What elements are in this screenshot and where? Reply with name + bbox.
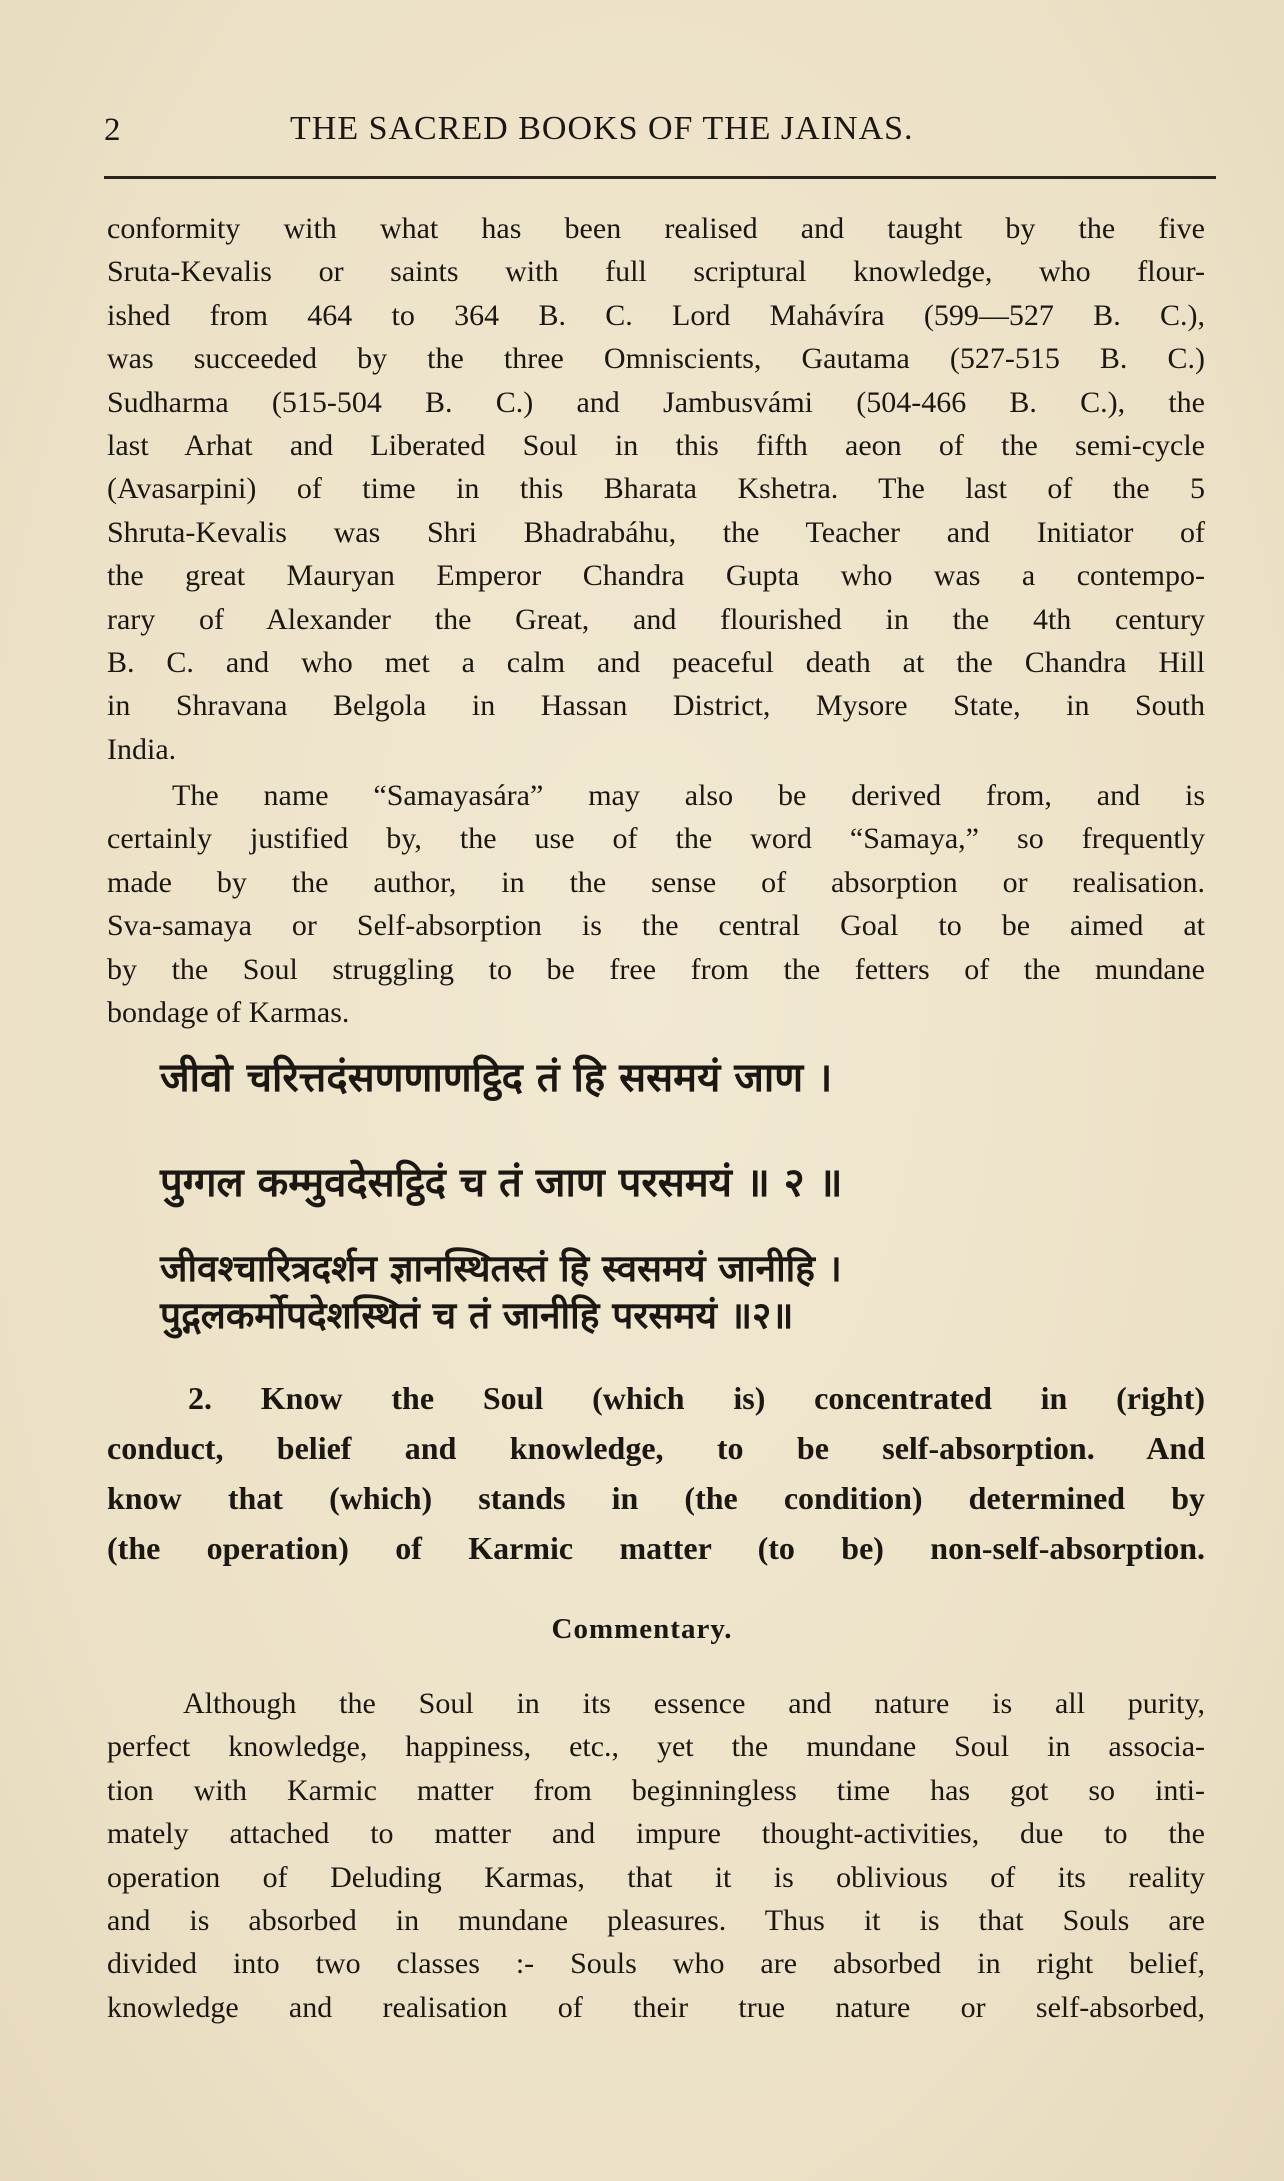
text-line: B. C. and who met a calm and peaceful death at the Chandra Hill: [107, 646, 1205, 679]
commentary-heading: Commentary.: [551, 1613, 733, 1645]
text-line: divided into two classes :- Souls who are absorbed in right belief,: [107, 1947, 1205, 1981]
text-line: certainly justified by, the use of the word “Samaya,” so frequently: [107, 822, 1205, 856]
text-line: ished from 464 to 364 B. C. Lord Mahávíra (599—527 B. C.),: [107, 298, 1205, 332]
text-line: (the operation) of Karmic matter (to be) non-self-absorption.: [107, 1530, 1205, 1566]
text-line: Sudharma (515-504 B. C.) and Jambusvámi (504-466 B. C.), the: [107, 385, 1205, 419]
text-line: perfect knowledge, happiness, etc., yet the mundane Soul in associa-: [107, 1730, 1205, 1764]
text-line: India.: [107, 732, 177, 766]
text-line: conformity with what has been realised and taught by the five: [107, 212, 1205, 245]
text-line: in Shravana Belgola in Hassan District, Mysore State, in South: [107, 689, 1205, 723]
text-line: Sva-samaya or Self-absorption is the central Goal to be aimed at: [107, 909, 1205, 943]
header-rule: [104, 176, 1216, 179]
text-line: and is absorbed in mundane pleasures. Thus it is that Souls are: [107, 1904, 1205, 1937]
text-line: by the Soul struggling to be free from the fetters of the mundane: [107, 952, 1205, 986]
sanskrit-verse-line: जीवश्चारित्रदर्शन ज्ञानस्थितस्तं हि स्वसमयं जानीहि ।: [160, 1247, 842, 1290]
running-header-title: THE SACRED BOOKS OF THE JAINAS.: [290, 110, 914, 147]
sanskrit-verse-line: पुद्गलकर्मोपदेशस्थितं च तं जानीहि परसमयं ॥२॥: [160, 1294, 794, 1337]
text-line: bondage of Karmas.: [107, 996, 350, 1029]
text-line: made by the author, in the sense of absorption or realisation.: [107, 865, 1205, 899]
prakrit-verse-line: पुग्गल कम्मुवदेसट्ठिदं च तं जाण परसमयं ॥ २ ॥: [160, 1160, 843, 1206]
text-line: Although the Soul in its essence and nature is all purity,: [183, 1687, 1205, 1720]
prakrit-verse-line: जीवो चरित्तदंसणणाणट्ठिद तं हि ससमयं जाण ।: [160, 1055, 833, 1101]
text-line: was succeeded by the three Omniscients, Gautama (527-515 B. C.): [107, 342, 1205, 376]
text-line: rary of Alexander the Great, and flourished in the 4th century: [107, 602, 1205, 636]
text-line: last Arhat and Liberated Soul in this fifth aeon of the semi-cycle: [107, 429, 1205, 462]
text-line: (Avasarpini) of time in this Bharata Kshetra. The last of the 5: [107, 472, 1205, 506]
text-line: tion with Karmic matter from beginningless time has got so inti-: [107, 1773, 1205, 1807]
page-number: 2: [104, 112, 121, 148]
text-line: Shruta-Kevalis was Shri Bhadrabáhu, the Teacher and Initiator of: [107, 515, 1205, 549]
text-line: mately attached to matter and impure thought-activities, due to the: [107, 1817, 1205, 1851]
text-line: operation of Deluding Karmas, that it is oblivious of its reality: [107, 1860, 1205, 1894]
text-line: the great Mauryan Emperor Chandra Gupta who was a contempo-: [107, 559, 1205, 593]
text-line: Sruta-Kevalis or saints with full scriptural knowledge, who flour-: [107, 255, 1205, 289]
text-line: know that (which) stands in (the condition) determined by: [107, 1480, 1205, 1516]
text-line: The name “Samayasára” may also be derived from, and is: [172, 779, 1205, 812]
text-line: conduct, belief and knowledge, to be self-absorption. And: [107, 1430, 1205, 1466]
text-line: 2. Know the Soul (which is) concentrated in (right): [188, 1380, 1205, 1416]
text-line: knowledge and realisation of their true nature or self-absorbed,: [107, 1990, 1205, 2024]
